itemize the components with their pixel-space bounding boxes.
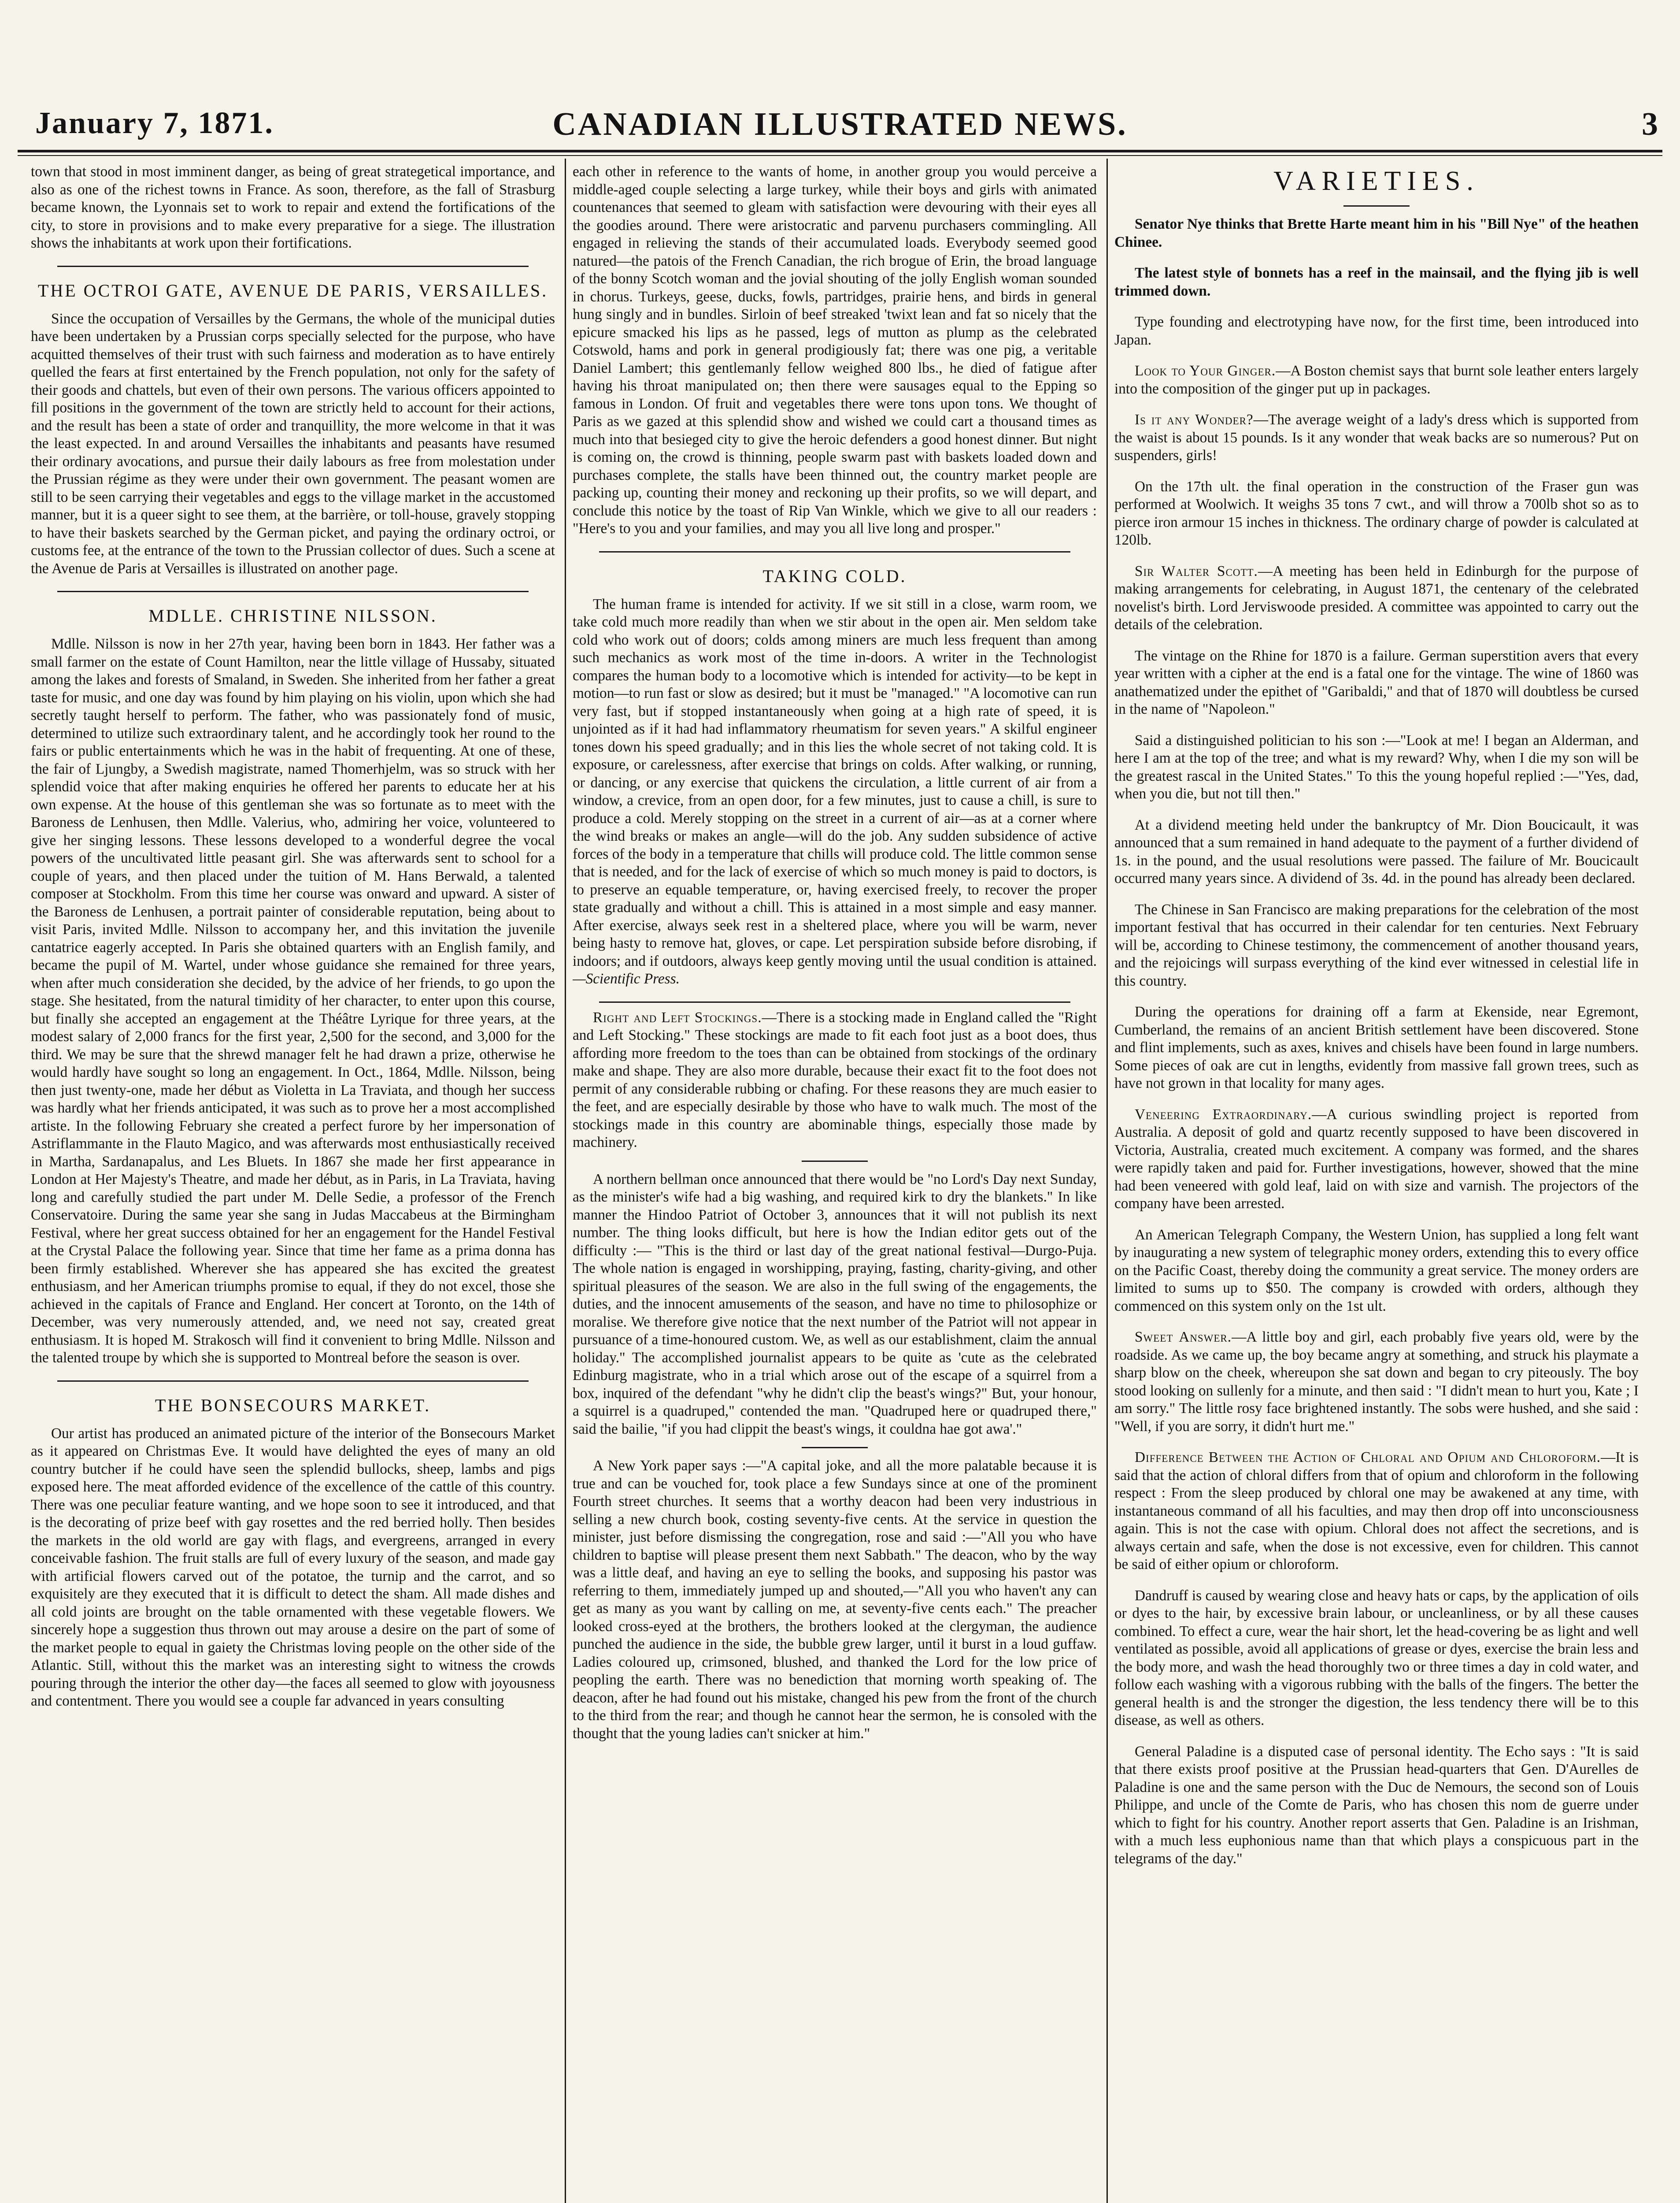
variety-item bbox=[1114, 313, 1639, 349]
newspaper-title: CANADIAN ILLUSTRATED NEWS. bbox=[552, 106, 1128, 142]
column-1 bbox=[31, 163, 555, 2203]
variety-text: —A meeting has been held in Edinburgh for the purpose of making arrangements for celebrating, in August 1871, the centenary of the celebrated novelist's birth. Lord Jerviswoode presided. A committee was appointed to carry out the details of the celebration. bbox=[1114, 563, 1639, 633]
divider bbox=[599, 551, 1070, 553]
variety-item bbox=[1114, 563, 1639, 634]
stockings-lead: Right and Left Stockings. bbox=[593, 1009, 762, 1026]
bonsecours-heading: THE BONSECOURS MARKET. bbox=[155, 1395, 431, 1415]
variety-lead: Difference Between the Action of Chloral and Opium and Chloroform. bbox=[1135, 1449, 1601, 1465]
variety-item bbox=[1114, 1449, 1639, 1574]
nilsson-body: Mdlle. Nilsson is now in her 27th year, having been born in 1843. Her father was a small farmer on the estate of Count Hamilton, near the little village of Hussaby, situated among the lakes and forests of Smaland, in Sweden. She inherited from her father a great taste for music, and one day was found by him playing on his violin, upon which she had secretly taught herself to perform. The father, who was passionately fond of music, determined to utilize such extraordinary talent, and he accordingly took her round to the fairs or public entertainments which he was in the habit of frequenting. At one of these, the fair of Ljungby, a Swedish magistrate, named Thomerhjelm, was so struck with her splendid voice that after making enquiries he offered her parents to educate her at his own expense. At the house of this gentleman she was so fortunate as to meet with the Baroness de Lenhusen, then Mdlle. Valerius, who, admiring her voice, volunteered to give her singing lessons. These lessons developed to a wonderful degree the vocal powers of the uncultivated little peasant girl. She was afterwards sent to school for a couple of years, and then placed under the tuition of M. Hans Berwald, a talented composer at Stockholm. From this time her course was onward and upward. A sister of the Baroness de Lenhusen, a portrait painter of considerable reputation, being about to visit Paris, invited Mdlle. Nilsson to accompany her, and this invitation the juvenile cantatrice eagerly accepted. In Paris she obtained quarters with an English family, and became the pupil of M. Wartel, under whose guidance she remained for three years, when after much consideration she decided, by the advice of her friends, to go upon the stage. She hesitated, from the natural timidity of her character, to enter upon this course, but finally she accepted an engagement at the Théâtre Lyrique for three years, at the modest salary of 2,000 francs for the first year, 2,500 for the second, and 3,000 for the third. We may be sure that the shrewd manager felt he had drawn a prize, otherwise he would hardly have sought so long an engagement. In Oct., 1864, Mdlle. Nilsson, being then just twenty-one, made her début as Violetta in La Traviata, and though her success was hardly what her friends anticipated, it was such as to prove her a most accomplished artiste. In the following February she created a perfect furore by her impersonation of Astriflammante in the Flauto Magico, and was afterwards most enthusiastically received in Martha, Sardanapalus, and Les Bluets. In 1867 she made her first appearance in London at Her Majesty's Theatre, and made her début, as in Paris, in La Traviata, having long and carefully studied the part under M. Delle Sedie, a professor of the French Conservatoire. During the same year she sang in Judas Maccabeus at the Birmingham Festival, where her great success obtained for her an engagement for the Handel Festival at the Crystal Palace the following year. Since that time her fame as a prima donna has been firmly established. Wherever she has appeared she has excited the greatest enthusiasm, and her American triumphs promise to equal, if they do not excel, those she achieved in the capitals of France and England. Her concert at Toronto, on the 14th of December, was very numerously attended, and, we need not say, created great enthusiasm. It is hoped M. Strakosch will find it convenient to bring Mdlle. Nilsson and the talented troupe by which she is supported to Montreal before the season is over. bbox=[31, 636, 555, 1366]
bonsecours-continued: each other in reference to the wants of home, in another group you would perceive a middle-aged couple selecting a large turkey, while their boys and girls with animated countenances that seemed to gleam with satisfaction were devouring with their eyes all the goodies around. There were aristocratic and parvenu purchasers commingling. All engaged in relieving the stands of their accumulated loads. Everybody seemed good natured—the patois of the French Canadian, the rich brogue of Erin, the broad language of the bonny Scotch woman and the jovial shouting of the jolly English woman sounded in chorus. Turkeys, geese, ducks, fowls, partridges, prairie hens, and birds in general hung singly and in bundles. Sirloin of beef streaked 'twixt lean and fat so nicely that the epicure smacked his lips as he passed, legs of mutton as plump as the celebrated Cotswold, hams and pork in general prodigiously fat; there was one pig, a veritable Daniel Lambert; this gentlemanly fellow weighed 800 lbs., he died of fatigue after having his throat manipulated on; then there were sausages equal to the Epping so famous in London. Of fruit and vegetables there were tons upon tons. We thought of Paris as we gazed at this splendid show and wished we could cart a thousand times as much into that besieged city to give the heroic defenders a good honest dinner. But night is coming on, the crowd is thinning, people swarm past with baskets loaded down and purchases complete, the stalls have been thinned out, the country market people are packing up, counting their money and reckoning up their profits, so we will depart, and conclude this notice by the toast of Rip Van Winkle, which we give to all our readers : "Here's to you and your families, and may you all live long and prosper." bbox=[573, 163, 1097, 537]
variety-item bbox=[1114, 264, 1639, 300]
variety-text: —A Boston chemist says that burnt sole leather enters largely into the composition of the ginger put up in packages. bbox=[1114, 363, 1639, 397]
variety-lead: Look to Your Ginger. bbox=[1135, 363, 1276, 379]
column-divider-2 bbox=[1106, 159, 1108, 2203]
divider bbox=[802, 1447, 868, 1448]
bellman-body: A northern bellman once announced that there would be "no Lord's Day next Sunday, as the minister's wife had a big washing, and required kirk to dry the blankets." In like manner the Hindoo Patriot of October 3, announces that it will not publish its next number. The thing looks difficult, but here is how the Indian editor gets out of the difficulty :— "This is the third or last day of the great national festival—Durgo-Puja. The whole nation is engaged in worshipping, praying, fasting, charity-giving, and other spiritual pleasures of the season. We are also in the full swing of the engagements, the duties, and the innocent amusements of the season, and have no time to philosophize or moralise. We therefore give notice that the next number of the Patriot will not appear in pursuance of a time-honoured custom. We, as well as our establishment, claim the annual holiday." The accomplished journalist appears to be quite as 'cute as the celebrated Edinburg magistrate, who in a trial which arose out of the escape of a squirrel from a box, inquired of the defendant "why he didn't clip the beast's wings?" But, your honour, a squirrel is a quadruped," contended the man. "Quadruped here or quadruped there," said the bailie, "if you had clippit the beast's wings, it couldna hae got awa'." bbox=[573, 1171, 1097, 1437]
variety-text: General Paladine is a disputed case of personal identity. The Echo says : "It is said that there exists proof positive at the Prussian head-quarters that Gen. D'Aurelles de Paladine is one and the same person with the Duc de Nemours, the second son of Louis Philippe, and uncle of the Comte de Paris, who has chosen this nom de guerre under which to fight for his country. Another report asserts that Gen. Paladine is an Irishman, with a much less euphonious name than that which plays a conspicuous part in the telegrams of the day." bbox=[1114, 1743, 1639, 1867]
variety-item bbox=[1114, 1328, 1639, 1435]
variety-text: During the operations for draining off a farm at Ekenside, near Egremont, Cumberland, the remains of an ancient British settlement have been discovered. Stone and flint implements, such as axes, knives and chisels have been found in large numbers. Some pieces of oak are cut in lengths, evidently from massive fall grown trees, such as have not grown in that locality for many ages. bbox=[1114, 1004, 1639, 1091]
cold-body bbox=[573, 596, 1097, 988]
variety-item bbox=[1114, 478, 1639, 549]
variety-text: Dandruff is caused by wearing close and heavy hats or caps, by the application of oils or dyes to the hair, by excessive brain labour, or uncleanliness, or by all these causes combined. To effect a cure, wear the hair short, let the head-covering be as light and well ventilated as possible, avoid all applications of grease or dyes, exercise the brain less and the body more, and wash the head thoroughly two or three times a day in cold water, and follow each washing with a vigorous rubbing with the balls of the fingers. The better the general health is and the stronger the digestion, the less tendency there will be to this disease, as well as others. bbox=[1114, 1587, 1639, 1728]
variety-text: The Chinese in San Francisco are making preparations for the celebration of the most important festival that has occurred in their calendar for ten centuries. Next February will be, according to Chinese testimony, the commencement of another thousand years, and the rejoicings will surpass everything of the kind ever witnessed in celestial life in this country. bbox=[1114, 901, 1639, 989]
variety-text: —It is said that the action of chloral differs from that of opium and chloroform in the following respect : From the sleep produced by chloral one may be awakened at any time, with instantaneous command of all his faculties, and may then drop off into unconsciousness again. This is not the case with opium. Chloral does not affect the secretions, and is always certain and safe, when the dose is not excessive, even for children. This cannot be said of either opium or chloroform. bbox=[1114, 1449, 1639, 1573]
variety-text: —A little boy and girl, each probably five years old, were by the roadside. As we came up, the boy became angry at something, and struck his playmate a sharp blow on the cheek, whereupon she sat down and began to cry piteously. The boy stood looking on sullenly for a minute, and then said : "I didn't mean to hurt you, Kate ; I am sorry." The little rosy face brightened instantly. The sobs were hushed, and she said : "Well, if you are sorry, it didn't hurt me." bbox=[1114, 1329, 1639, 1435]
variety-text: —A curious swindling project is reported from Australia. A deposit of gold and quartz recently supposed to have been discovered in Victoria, Australia, created much excitement. A company was formed, and the shares were rapidly taken and paid for. Further investigations, however, showed that the mine had been veneered with gold leaf, laid on with size and varnish. The projectors of the company have been arrested. bbox=[1114, 1106, 1639, 1212]
variety-item bbox=[1114, 1587, 1639, 1730]
divider bbox=[599, 1001, 1070, 1003]
issue-date: January 7, 1871. bbox=[35, 106, 274, 140]
page-number: 3 bbox=[1642, 106, 1658, 142]
variety-lead: Veneering Extraordinary. bbox=[1135, 1106, 1312, 1123]
variety-lead: Sweet Answer. bbox=[1135, 1329, 1232, 1345]
variety-item bbox=[1114, 215, 1639, 251]
cold-heading: TAKING COLD. bbox=[762, 566, 907, 586]
variety-text: On the 17th ult. the final operation in the construction of the Fraser gun was performed at Woolwich. It weighs 35 tons 7 cwt., and will throw a 700lb shot so as to pierce iron armour 15 inches in thickness. The ordinary charge of powder is calculated at 120lb. bbox=[1114, 478, 1639, 548]
variety-item bbox=[1114, 732, 1639, 803]
variety-text: At a dividend meeting held under the bankruptcy of Mr. Dion Boucicault, it was announced that a sum remained in hand adequate to the payment of a further dividend of 1s. in the pound, and the usual resolutions were passed. The failure of Mr. Boucicault occurred many years since. A dividend of 3s. 4d. in the pound has already been declared. bbox=[1114, 816, 1639, 886]
divider bbox=[57, 1380, 529, 1382]
column-divider-1 bbox=[565, 159, 566, 2203]
variety-text: The latest style of bonnets has a reef in the mainsail, and the flying jib is well trimmed down. bbox=[1114, 265, 1639, 299]
column-3 bbox=[1114, 163, 1639, 2203]
masthead bbox=[18, 106, 1662, 145]
masthead-rule-thin bbox=[18, 155, 1662, 156]
variety-item bbox=[1114, 362, 1639, 398]
stockings-text: —There is a stocking made in England called the "Right and Left Stocking." These stockings are made to fit each foot just as a boot does, thus affording more freedom to the toes than can be obtained from stockings of the ordinary make and shape. They are also more durable, because their exact fit to the foot does not permit of any considerable rubbing or chafing. For these reasons they are much easier to the feet, and are especially desirable by those who have to walk much. The most of the stockings made in this country are abominable things, especially those made by machinery. bbox=[573, 1009, 1097, 1150]
variety-item bbox=[1114, 1226, 1639, 1316]
cold-text: The human frame is intended for activity. If we sit still in a close, warm room, we take cold much more readily than when we stir about in the open air. Men seldom take cold who work out of doors; colds among miners are much less frequent than among such mechanics as work most of the time in-doors. A writer in the Technologist compares the human body to a locomotive which is intended for activity—to be kept in motion—to run fast or slow as desired; but it must be "managed." "A locomotive can run very fast, but if stopped instantaneously when going at a high rate of speed, it is unjointed as if it had had inflammatory rheumatism for seven years." A skilful engineer tones down his speed gradually; and in this lies the whole secret of not taking cold. It is exposure, or carelessness, after exercise that brings on colds. After walking, or running, or dancing, or any exercise that quickens the circulation, a little current of air from a window, a crevice, from an open door, for a few minutes, just to cause a chill, is sure to produce a cold. Merely stopping on the street in a current of air—as at a corner where the wind breaks or makes an angle—will do the job. Any sudden subsidence of active forces of the body in a temperature that chills will produce cold. The little common sense that is needed, and for the lack of exercise of which so much money is paid to doctors, is to preserve an equable temperature, or, having exercised freely, to recover the proper state gradually and without a chill. This is attained in a most simple and easy manner. After exercise, always seek rest in a sheltered place, where you will be warm, never being hasty to remove hat, gloves, or cape. Let perspiration subside before disrobing, if indoors; and if outdoors, always keep gently moving until the usual condition is attained. bbox=[573, 596, 1097, 969]
variety-item bbox=[1114, 647, 1639, 719]
stockings-body bbox=[573, 1009, 1097, 1152]
divider bbox=[57, 591, 529, 592]
variety-lead: Sir Walter Scott. bbox=[1135, 563, 1258, 579]
octroi-body: Since the occupation of Versailles by the Germans, the whole of the municipal duties have been undertaken by a Prussian corps specially selected for the purpose, who have acquitted themselves of their trust with such fairness and moderation as to have entirely quelled the fears at first entertained by the French population, not only for the safety of their goods and chattels, but even of their own persons. The various officers appointed to fill positions in the government of the town are strictly held to account for their actions, and the result has been a state of order and tranquillity, the more welcome in that it was the least expected. In and around Versailles the inhabitants and peasants have resumed their ordinary avocations, and pursue their daily labours as free from molestation under the Prussian régime as they were under their own government. The peasant women are still to be seen carrying their vegetables and eggs to the village market in the accustomed manner, but it is a queer sight to see them, at the barrière, or toll-house, gravely stopping to have their baskets searched by the German picket, and paying the ordinary octroi, or customs fee, at the entrance of the town to the Prussian collector of dues. Such a scene at the Avenue de Paris at Versailles is illustrated on another page. bbox=[31, 310, 555, 577]
variety-item bbox=[1114, 1003, 1639, 1093]
nilsson-heading: MDLLE. CHRISTINE NILSSON. bbox=[148, 606, 437, 626]
variety-text: Type founding and electrotyping have now, for the first time, been introduced into Japan. bbox=[1114, 314, 1639, 348]
column-2 bbox=[573, 163, 1097, 2203]
cold-source: —Scientific Press. bbox=[573, 971, 680, 987]
variety-item bbox=[1114, 816, 1639, 888]
bonsecours-body: Our artist has produced an animated picture of the interior of the Bonsecours Market as it appeared on Christmas Eve. It would have delighted the eyes of many an old country butcher if he could have seen the splendid bullocks, sheep, lambs and pigs exposed here. The meat afforded evidence of the excellence of the cattle of this country. There was one peculiar feature wanting, and we hope soon to see it introduced, and that is the decorating of prize beef with gay rosettes and the red berried holly. Then besides the markets in the old world are gay with flags, and evergreens, arranged in every conceivable fashion. The fruit stalls are full of every luxury of the season, and made gay with artificial flowers carved out of the potatoe, the turnip and the carrot, and so exquisitely are they executed that it is difficult to detect the sham. All made dishes and all cold joints are brought on the table ornamented with these vegetable flowers. We sincerely hope a suggestion thus thrown out may arouse a desire on the part of some of the market people to equal in gaiety the Christmas loving people on the other side of the Atlantic. Still, without this the market was an interesting sight to witness the crowds pouring through the interior the other day—the faces all seemed to glow with joyousness and contentment. There you would see a couple far advanced in years consulting bbox=[31, 1425, 555, 1709]
lyons-article-tail: town that stood in most imminent danger, as being of great strategetical importance, and also as one of the richest towns in France. As soon, therefore, as the fall of Strasburg became known, the Lyonnais set to work to repair and extend the fortifications of the city, to store in provisions and to make every preparative for a siege. The illustration shows the inhabitants at work upon their fortifications. bbox=[31, 163, 555, 251]
variety-item bbox=[1114, 411, 1639, 465]
variety-text: The vintage on the Rhine for 1870 is a failure. German superstition avers that every year written with a cipher at the end is a fatal one for the vintage. The wine of 1860 was anathematized under the epithet of "Garibaldi," and that of 1870 will doubtless be cursed in the name of "Napoleon." bbox=[1114, 647, 1639, 717]
variety-text: Senator Nye thinks that Brette Harte meant him in his "Bill Nye" of the heathen Chinee. bbox=[1114, 216, 1639, 250]
variety-text: Said a distinguished politician to his son :—"Look at me! I began an Alderman, and here I am at the top of the tree; and what is my reward? Why, when I die my son will be the greatest rascal in the United States." To this the young hopeful replied :—"Yes, dad, when you die, but not till then." bbox=[1114, 732, 1639, 802]
variety-text: —The average weight of a lady's dress which is supported from the waist is about 15 pounds. Is it any wonder that weak backs are so numerous? Put on suspenders, girls! bbox=[1114, 412, 1639, 464]
varieties-heading: VARIETIES. bbox=[1273, 166, 1480, 196]
divider bbox=[802, 1161, 868, 1162]
divider bbox=[57, 266, 529, 267]
divider bbox=[1343, 205, 1410, 207]
variety-item bbox=[1114, 1743, 1639, 1868]
variety-item bbox=[1114, 1106, 1639, 1213]
variety-lead: Is it any Wonder? bbox=[1135, 412, 1254, 428]
variety-item bbox=[1114, 901, 1639, 990]
octroi-heading: THE OCTROI GATE, AVENUE DE PARIS, VERSAILLES. bbox=[37, 280, 548, 300]
newyork-body: A New York paper says :—"A capital joke, and all the more palatable because it is true and can be vouched for, took place a few Sundays since at one of the prominent Fourth street churches. It seems that a worthy deacon had been very industrious in selling a new church book, costing seventy-five cents. At the service in question the minister, just before dismissing the congregation, rose and said :—"All you who have children to baptise will please present them next Sabbath." The deacon, who by the way was a little deaf, and having an eye to selling the books, and supposing his pastor was referring to them, immediately jumped up and shouted,—"All you who haven't any can get as many as you want by calling on me, at seventy-five cents each." The preacher looked cross-eyed at the brothers, the brothers looked at the clergyman, the audience punched the audience in the side, the bubble grew larger, until it burst in a loud guffaw. Ladies coloured up, crimsoned, blushed, and thanked the Lord for the low price of peopling the earth. There was no benediction that morning worth speaking of. The deacon, after he had found out his mistake, changed his pew from the front of the church to the third from the rear; and though he cannot hear the sermon, he is consoled with the thought that the young ladies can't snicker at him." bbox=[573, 1458, 1097, 1742]
variety-text: An American Telegraph Company, the Western Union, has supplied a long felt want by inaugurating a new system of telegraphic money orders, extending this to every office on the Pacific Coast, thereby doing the community a great service. The money orders are limited to sums up to $50. The company is crowded with orders, although they commenced on this system only on the 1st ult. bbox=[1114, 1226, 1639, 1314]
masthead-rule bbox=[18, 150, 1662, 152]
varieties-list bbox=[1114, 215, 1639, 1868]
